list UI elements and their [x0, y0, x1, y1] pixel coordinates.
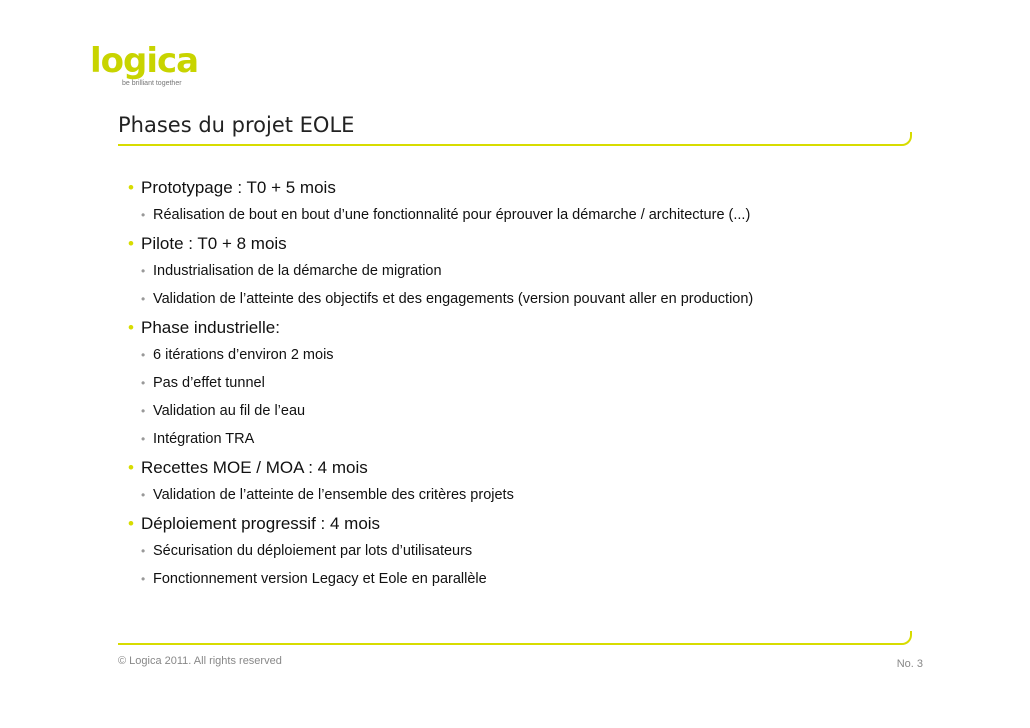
section-item: • Validation au fil de l’eau: [126, 401, 886, 421]
section-item: • 6 itérations d’environ 2 mois: [126, 345, 886, 365]
section-item: • Validation de l’atteinte des objectifs et des engagements (version pouvant aller en production): [126, 289, 886, 309]
section-heading: • Pilote : T0 + 8 mois: [126, 233, 886, 255]
section-heading: • Phase industrielle:: [126, 317, 886, 339]
logica-logo: [90, 41, 200, 96]
slide-content: [126, 177, 886, 597]
copyright-footer: © Logica 2011. All rights reserved: [118, 655, 282, 667]
section-item: • Réalisation de bout en bout d’une fonctionnalité pour éprouver la démarche / architecture (...): [126, 205, 886, 225]
bottom-divider-hook: [898, 631, 912, 645]
section-heading: • Déploiement progressif : 4 mois: [126, 513, 886, 535]
top-divider-hook: [898, 132, 912, 146]
page-title: Phases du projet EOLE: [118, 113, 355, 137]
top-divider: [118, 144, 898, 146]
bullet-list: [126, 177, 886, 589]
section-item: • Industrialisation de la démarche de migration: [126, 261, 886, 281]
section-item: • Validation de l’atteinte de l’ensemble des critères projets: [126, 485, 886, 505]
logo-wordmark: logica: [90, 41, 199, 81]
section-item: • Intégration TRA: [126, 429, 886, 449]
section-item: • Fonctionnement version Legacy et Eole en parallèle: [126, 569, 886, 589]
bottom-divider: [118, 643, 898, 645]
section-heading: • Prototypage : T0 + 5 mois: [126, 177, 886, 199]
logo-tagline: be brilliant together: [122, 80, 182, 87]
section-item: • Pas d’effet tunnel: [126, 373, 886, 393]
page-number: No. 3: [896, 658, 923, 670]
section-item: • Sécurisation du déploiement par lots d’utilisateurs: [126, 541, 886, 561]
section-heading: • Recettes MOE / MOA : 4 mois: [126, 457, 886, 479]
